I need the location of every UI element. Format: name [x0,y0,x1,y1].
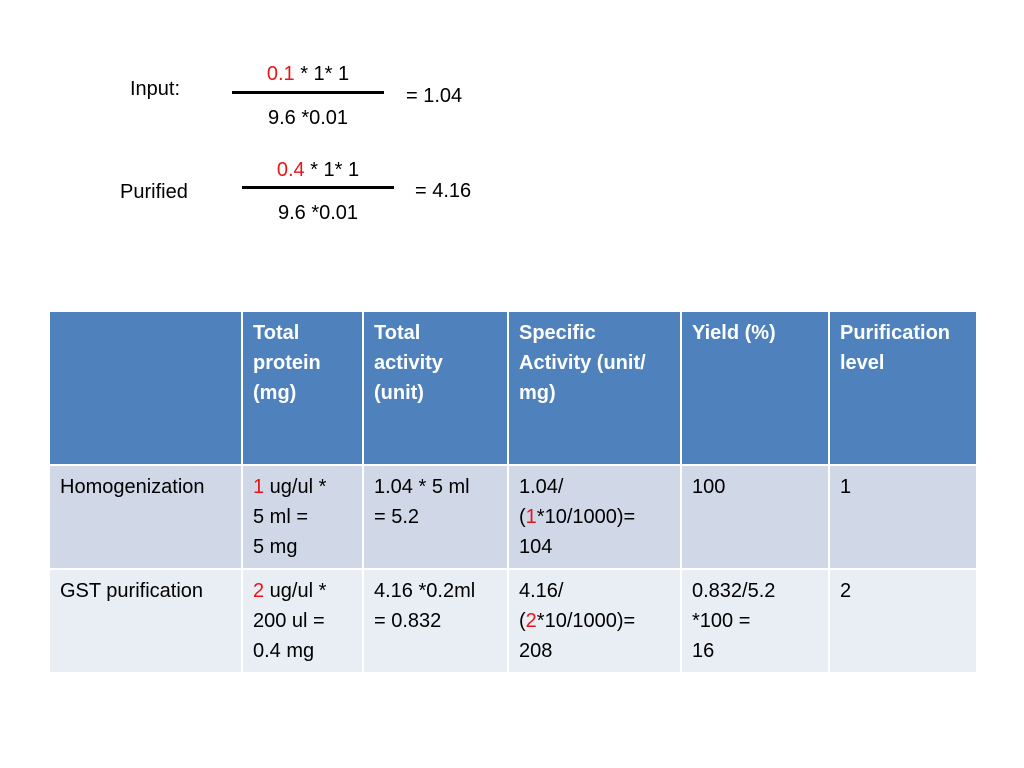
cell-stage: GST purification [49,569,242,673]
table-row [49,569,977,673]
cell-specific-activity: 4.16/ (2*10/1000)= 208 [508,569,681,673]
cell-yield: 0.832/5.2 *100 = 16 [681,569,829,673]
cell-stage: Homogenization [49,465,242,569]
header-specific-activity: Specific Activity (unit/ mg) [508,311,681,465]
cell-total-activity: 4.16 *0.2ml = 0.832 [363,569,508,673]
purified-numerator [242,158,394,182]
input-numerator-rest: * 1* 1 [294,63,350,85]
header-yield: Yield (%) [681,311,829,465]
table-header-row [49,311,977,465]
input-numerator [232,62,384,86]
purified-numerator-rest: * 1* 1 [304,159,360,181]
cell-total-protein: 2 ug/ul * 200 ul = 0.4 mg [242,569,363,673]
cell-total-protein: 1 ug/ul * 5 ml = 5 mg [242,465,363,569]
header-total-protein: Total protein (mg) [242,311,363,465]
header-total-activity: Total activity (unit) [363,311,508,465]
input-fraction-bar [232,91,384,94]
cell-purification-level: 1 [829,465,977,569]
purified-label: Purified [120,181,188,203]
cell-specific-activity: 1.04/ (1*10/1000)= 104 [508,465,681,569]
purified-denominator: 9.6 *0.01 [277,202,359,224]
cell-yield: 100 [681,465,829,569]
cell-purification-level: 2 [829,569,977,673]
header-purification-level: Purification level [829,311,977,465]
input-result: = 1.04 [406,85,463,107]
purification-table [48,310,978,674]
input-label: Input: [130,78,181,100]
cell-total-activity: 1.04 * 5 ml = 5.2 [363,465,508,569]
table-row [49,465,977,569]
input-numerator-highlight: 0.1 [266,63,295,85]
header-stage [49,311,242,465]
purified-result: = 4.16 [415,180,472,202]
purified-fraction-bar [242,186,394,189]
input-denominator: 9.6 *0.01 [267,107,349,129]
purified-numerator-highlight: 0.4 [276,159,305,181]
